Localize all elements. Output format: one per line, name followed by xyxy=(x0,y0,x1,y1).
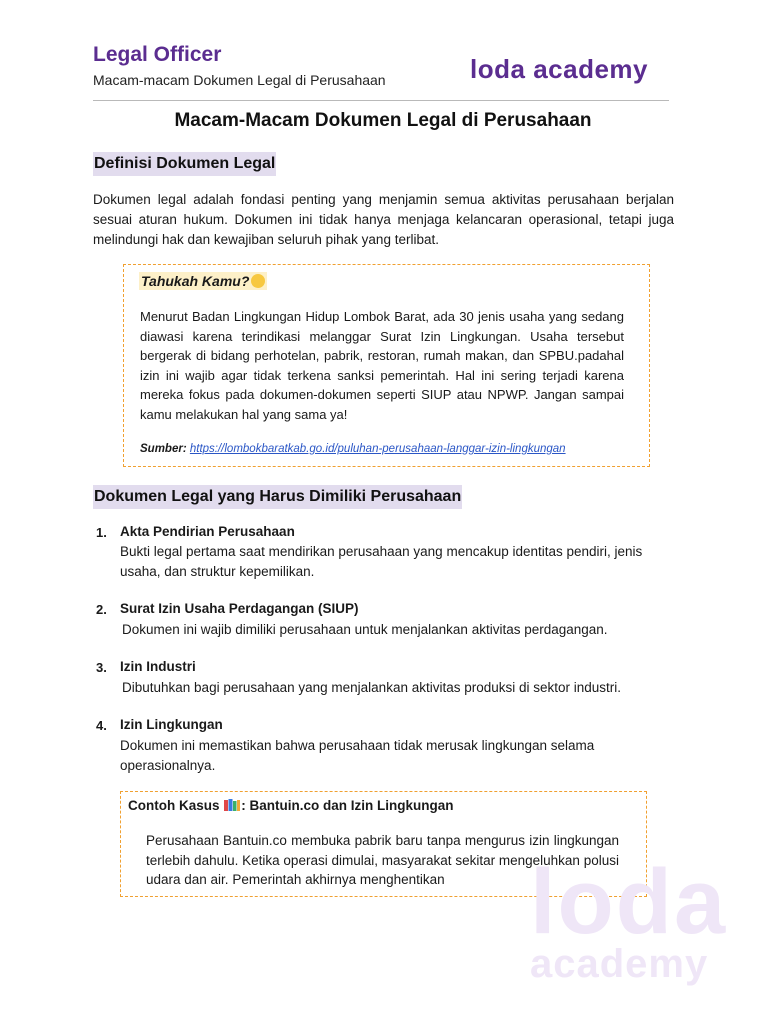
case-title-suffix: : Bantuin.co dan Izin Lingkungan xyxy=(241,798,454,813)
header-title: Legal Officer xyxy=(93,43,222,66)
list-item-title: Akta Pendirian Perusahaan xyxy=(120,524,295,539)
fact-box-title-text: Tahukah Kamu? xyxy=(141,273,250,289)
fact-box-body: Menurut Badan Lingkungan Hidup Lombok Barat, ada 30 jenis usaha yang sedang diawasi karena terindikasi melanggar Surat Izin Lingkungan. Usaha tersebut bergerak di bidang perhotelan, pabrik, restoran, rumah makan, dan SPBU.padahal izin ini wajib agar tidak terkena sanksi pemerintah. Hal ini sering terjadi karena mereka fokus pada dokumen-dokumen seperti SIUP atau NPWP. Jangan sampai kamu melakukan hal yang sama ya! xyxy=(140,309,624,422)
section-heading-definition: Definisi Dokumen Legal xyxy=(93,152,276,176)
watermark-line-1: loda xyxy=(530,851,728,953)
fact-box xyxy=(123,264,650,467)
list-item-title: Surat Izin Usaha Perdagangan (SIUP) xyxy=(120,601,359,616)
list-item-title: Izin Industri xyxy=(120,659,196,674)
watermark-line-2: academy xyxy=(530,942,709,986)
list-item-number: 2. xyxy=(96,602,107,617)
list-item-desc: Bukti legal pertama saat mendirikan perusahaan yang mencakup identitas pendiri, jenis usaha, dan struktur kepemilikan. xyxy=(120,544,643,579)
list-item-desc: Dibutuhkan bagi perusahaan yang menjalankan aktivitas produksi di sektor industri. xyxy=(122,680,622,695)
list-item-number: 3. xyxy=(96,660,107,675)
shushing-face-icon xyxy=(251,274,265,288)
header-divider xyxy=(93,100,669,101)
case-title-prefix: Contoh Kasus xyxy=(128,798,220,813)
case-box-body: Perusahaan Bantuin.co membuka pabrik baru tanpa mengurus izin lingkungan terlebih dahulu. Ketika operasi dimulai, masyarakat sekitar mengeluhkan polusi udara dan air. Pemerintah akhirnya menghentikan xyxy=(146,833,619,887)
logo-word-2: academy xyxy=(533,54,648,84)
source-label: Sumber: xyxy=(140,443,187,455)
list-item-number: 1. xyxy=(96,525,107,540)
section-heading-documents: Dokumen Legal yang Harus Dimiliki Perusahaan xyxy=(93,485,462,509)
logo-word-1: loda xyxy=(470,54,526,84)
header-subtitle: Macam-macam Dokumen Legal di Perusahaan xyxy=(93,72,386,88)
list-item-number: 4. xyxy=(96,718,107,733)
fact-box-title xyxy=(139,272,267,290)
books-icon xyxy=(224,799,240,811)
list-item-desc: Dokumen ini memastikan bahwa perusahaan tidak merusak lingkungan selama operasionalnya. xyxy=(120,738,595,773)
list-item-desc: Dokumen ini wajib dimiliki perusahaan untuk menjalankan aktivitas perdagangan. xyxy=(122,622,608,637)
brand-logo xyxy=(470,54,648,85)
list-item-title: Izin Lingkungan xyxy=(120,717,223,732)
fact-box-source xyxy=(140,443,566,455)
source-link[interactable]: https://lombokbaratkab.go.id/puluhan-perusahaan-langgar-izin-lingkungan xyxy=(189,443,566,455)
definition-paragraph: Dokumen legal adalah fondasi penting yang menjamin semua aktivitas perusahaan berjalan sesuai aturan hukum. Dokumen ini tidak hanya menjaga kelancaran operasional, tetapi juga melindungi hak dan kewajiban seluruh pihak yang terlibat. xyxy=(93,192,674,247)
case-box-title xyxy=(128,798,454,813)
document-title: Macam-Macam Dokumen Legal di Perusahaan xyxy=(174,110,592,131)
